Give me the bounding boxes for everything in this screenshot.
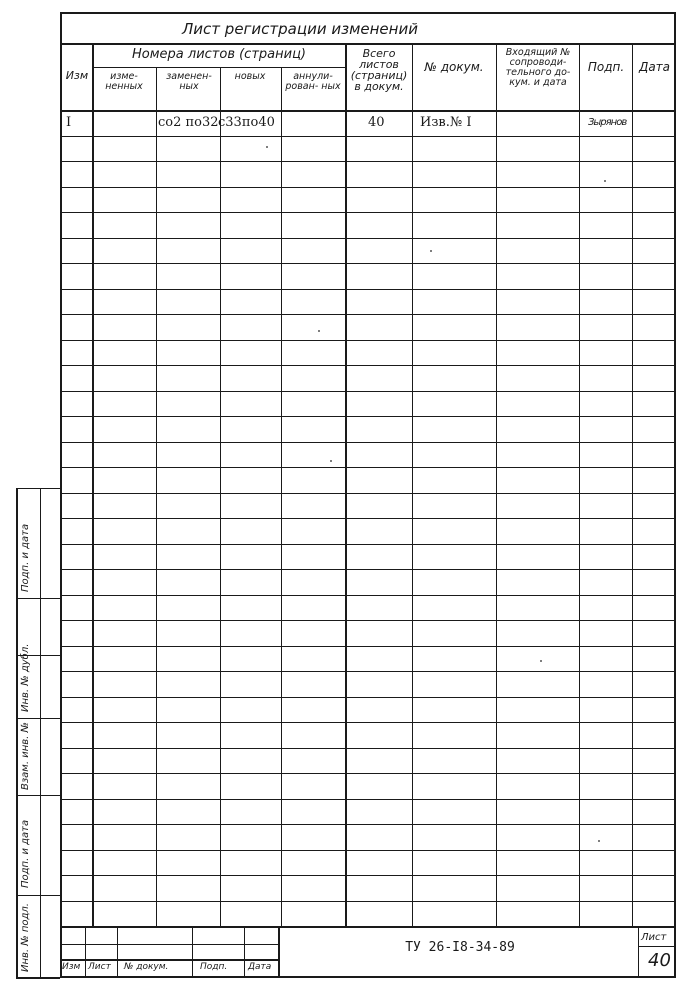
header-sheet-numbers: Номера листов (страниц) <box>132 47 306 62</box>
table-row-line <box>60 416 676 417</box>
table-row-line <box>60 850 676 851</box>
title-block-col <box>192 926 193 977</box>
header-new: новых <box>234 71 266 82</box>
table-row-line <box>60 212 676 213</box>
row-doc: Изв.№ I <box>420 115 472 130</box>
scan-speck <box>266 146 268 148</box>
sheet-number: 40 <box>648 950 671 971</box>
table-row-line <box>60 620 676 621</box>
col-divider <box>632 43 633 926</box>
title-block-col <box>244 926 245 977</box>
header-top-line <box>60 43 676 45</box>
side-label-replace-inv: Взам. инв. № <box>20 722 31 790</box>
col-divider <box>579 43 580 926</box>
table-row-line <box>60 799 676 800</box>
table-row-line <box>60 340 676 341</box>
tb-col-izm: Изм <box>62 962 81 972</box>
title-block-col <box>85 926 86 977</box>
table-row-line <box>60 544 676 545</box>
row-new: с33по40 <box>218 115 275 130</box>
table-row-line <box>60 365 676 366</box>
tb-col-sign: Подп. <box>200 962 228 972</box>
table-row-line <box>60 722 676 723</box>
row-total: 40 <box>368 115 385 130</box>
tb-col-doc: № докум. <box>124 962 169 972</box>
side-label-inv-orig: Инв. № подл. <box>20 903 31 972</box>
tb-col-sheet: Лист <box>88 962 111 972</box>
side-strip-mid <box>40 488 41 978</box>
table-row-line <box>60 136 676 137</box>
table-row-line <box>60 875 676 876</box>
header-incoming: Входящий № сопроводи- тельного до- кум. и дата <box>505 47 571 88</box>
header-izm: Изм <box>65 69 89 82</box>
table-row-line <box>60 773 676 774</box>
col-divider <box>156 67 157 926</box>
tb-col-date: Дата <box>248 962 272 972</box>
header-sign: Подп. <box>587 60 625 74</box>
table-row-line <box>60 263 676 264</box>
side-strip-sep <box>16 598 60 599</box>
scan-speck <box>330 460 332 462</box>
header-annulled: аннули- рован- ных <box>285 71 341 92</box>
table-row-line <box>60 289 676 290</box>
col-divider <box>281 67 282 926</box>
side-strip-bottom <box>16 977 60 979</box>
table-row-line <box>60 569 676 570</box>
row-signature: Зырянов <box>588 117 627 128</box>
side-strip-top <box>16 488 60 489</box>
row-replaced: со2 по32 <box>158 115 219 130</box>
header-doc-no: № докум. <box>424 60 484 74</box>
side-label-inv-dup: Инв. № дубл. <box>20 643 31 712</box>
header-replaced: заменен- ных <box>166 71 212 92</box>
col-divider <box>220 67 221 926</box>
table-row-line <box>60 824 676 825</box>
form-frame <box>60 12 676 978</box>
table-row-line <box>60 901 676 902</box>
table-row-line <box>60 671 676 672</box>
title-block-col <box>117 926 118 977</box>
title-block-row <box>60 944 278 945</box>
side-strip-left <box>16 488 18 978</box>
table-row-line <box>60 442 676 443</box>
table-row-line <box>60 238 676 239</box>
header-bottom-line <box>60 110 676 112</box>
title-block-top <box>60 926 676 928</box>
header-date: Дата <box>638 60 671 74</box>
header-subline <box>92 67 345 68</box>
title-block-sheet-sep <box>638 946 676 947</box>
scan-speck <box>318 330 320 332</box>
col-divider <box>92 43 94 926</box>
col-divider <box>345 43 347 926</box>
table-row-line <box>60 391 676 392</box>
table-row-line <box>60 493 676 494</box>
sheet-title: Лист регистрации изменений <box>182 20 418 38</box>
scan-speck <box>604 180 606 182</box>
row-izm: I <box>66 115 72 130</box>
col-divider <box>412 43 413 926</box>
sheet-label: Лист <box>641 932 667 943</box>
header-changed: изме- ненных <box>105 71 143 92</box>
scan-speck <box>598 840 600 842</box>
side-strip-sep <box>16 895 60 896</box>
header-total: Всего листов (страниц) в докум. <box>350 47 408 93</box>
table-row-line <box>60 467 676 468</box>
document-code: ТУ 26-I8-34-89 <box>405 940 515 955</box>
table-row-line <box>60 646 676 647</box>
col-divider <box>496 43 497 926</box>
scan-speck <box>540 660 542 662</box>
table-row-line <box>60 748 676 749</box>
side-strip-sep <box>16 718 60 719</box>
side-strip-sep <box>16 795 60 796</box>
table-row-line <box>60 518 676 519</box>
scan-speck <box>430 250 432 252</box>
table-row-line <box>60 161 676 162</box>
side-label-sign-date: Подп. и дата <box>20 819 31 888</box>
table-row-line <box>60 187 676 188</box>
title-block-row <box>60 959 278 961</box>
side-label-sign-date-2: Подп. и дата <box>20 523 31 592</box>
table-row-line <box>60 697 676 698</box>
table-row-line <box>60 314 676 315</box>
table-row-line <box>60 595 676 596</box>
